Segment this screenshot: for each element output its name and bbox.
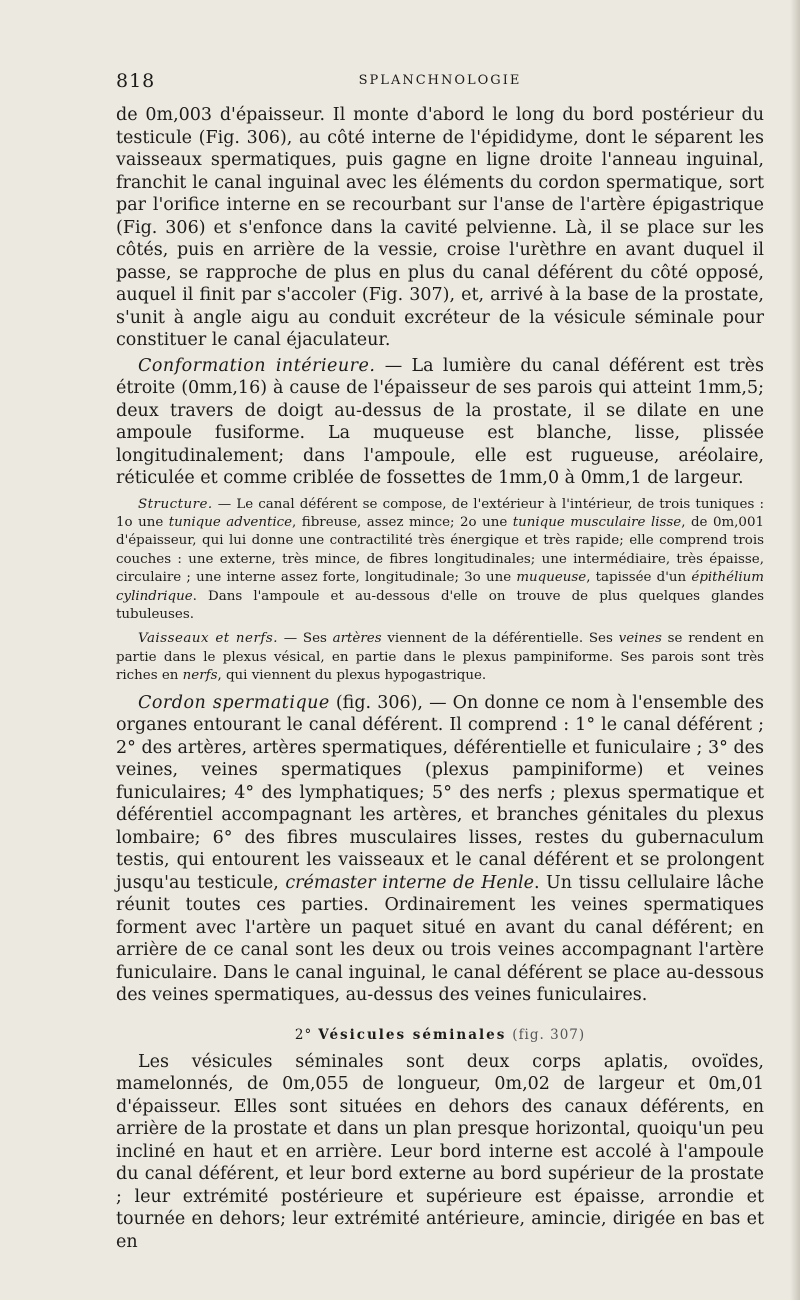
term-muqueuse: muqueuse <box>516 570 587 586</box>
section-number: 2° <box>294 1026 313 1043</box>
page-number: 818 <box>116 70 156 92</box>
term-arteres: artères <box>332 631 382 647</box>
paragraph-structure <box>116 496 764 625</box>
structure-text-5: . Dans l'ampoule et au-dessous d'elle on trouve de plus quelques glandes tubuleuses. <box>116 588 764 622</box>
structure-text-1: — Le canal déférent se compose, de l'extérieur à l'intérieur, de trois tuniques : 1o une <box>116 496 764 530</box>
section-title: Vésicules séminales <box>318 1026 507 1043</box>
vessels-text-4: , qui viennent du plexus hypogastrique. <box>217 668 487 684</box>
term-tunique-adventice: tunique adventice <box>168 514 293 530</box>
paragraph-spermatic-cord <box>116 692 764 1007</box>
term-tunique-musculaire: tunique musculaire lisse <box>512 514 682 530</box>
cord-text-2: . Un tissu cellulaire lâche réunit toutes ces parties. Ordinairement les veines spermatiques forment avec l'artère un paquet situé en avant du canal déférent; en arrière de ce canal sont les deux ou trois veines accompagnant l'artère funiculaire. Dans le canal inguinal, le canal déférent se place au-dessous des veines spermatiques, au-dessus des veines funiculaires. <box>116 872 764 1006</box>
section-heading-seminal-vesicles <box>116 1027 764 1043</box>
subheading-spermatic-cord: Cordon spermatique <box>138 692 330 713</box>
page-body <box>116 104 764 1253</box>
paragraph-vas-deferens-course: de 0m,003 d'épaisseur. Il monte d'abord le long du bord postérieur du testicule (Fig. 306), au côté interne de l'épididyme, dont le séparent les vaisseaux spermatiques, puis gagne en ligne droite l'anneau inguinal, franchit le canal inguinal avec les éléments du cordon spermatique, sort par l'orifice interne en se recourbant sur l'anse de l'artère épigastrique (Fig. 306) et s'enfonce dans la cavité pelvienne. Là, il se place sur les côtés, puis en arrière de la vessie, croise l'urèthre en avant duquel il passe, se rapproche de plus en plus du canal déférent du côté opposé, auquel il finit par s'accoler (Fig. 307), et, arrivé à la base de la prostate, s'unit à angle aigu au conduit excréteur de la vésicule séminale pour constituer le canal éjaculateur. <box>116 105 764 350</box>
vessels-text-1: — Ses <box>277 631 333 647</box>
structure-text-2: , fibreuse, assez mince; 2o une <box>292 514 513 530</box>
term-cremaster: crémaster interne de Henle <box>285 872 534 893</box>
structure-text-3: , de 0m,001 d'épaisseur, qui lui donne une contractilité très énergique et très rapide; elle comprend trois couches : une externe, très mince, de fibres longitudinales; une intermédiaire, très épaisse, circulaire ; une interne assez forte, longitudinale; 3o une <box>116 514 764 586</box>
term-epithelium: épithélium cylindrique <box>116 570 764 604</box>
section-figure-ref: (fig. 307) <box>512 1026 586 1043</box>
vessels-text-3: se rendent en partie dans le plexus vésical, en partie dans le plexus pampiniforme. Ses parois sont très riches en <box>116 631 764 684</box>
page-edge-shadow <box>790 0 800 1300</box>
subheading-vessels-nerves: Vaisseaux et nerfs. <box>138 631 278 647</box>
conformation-text: — La lumière du canal déférent est très étroite (0mm,16) à cause de l'épaisseur de ses parois qui atteint 1mm,5; deux travers de doigt au-dessus de la prostate, il se dilate en une ampoule fusiforme. La muqueuse est blanche, lisse, plissée longitudinalement; dans l'ampoule, elle est rugueuse, aréolaire, réticulée et comme criblée de fossettes de 1mm,0 à 0mm,1 de largeur. <box>116 355 764 488</box>
term-veines: veines <box>618 631 662 647</box>
vessels-text-2: viennent de la déférentielle. Ses <box>381 631 619 647</box>
paragraph-seminal-vesicles: Les vésicules séminales sont deux corps aplatis, ovoïdes, mamelonnés, de 0m,055 de longueur, 0m,02 de largeur et 0m,01 d'épaisseur. Elles sont situées en dehors des canaux déférents, en arrière de la prostate et dans un plan presque horizontal, quoiqu'un peu incliné en haut et en arrière. Leur bord interne est accolé à l'ampoule du canal déférent, et leur bord externe au bord supérieur de la prostate ; leur extrémité postérieure et supérieure est épaisse, arrondie et tournée en dehors; leur extrémité antérieure, amincie, dirigée en bas et en <box>116 1051 764 1252</box>
page-header <box>116 70 764 94</box>
running-title: SPLANCHNOLOGIE <box>358 73 522 88</box>
subheading-structure: Structure. <box>138 496 213 512</box>
structure-text-4: , tapissée d'un <box>586 570 692 586</box>
term-nerfs: nerfs <box>182 668 218 684</box>
paragraph-vessels-nerves <box>116 630 764 685</box>
cord-text-1: (fig. 306), — On donne ce nom à l'ensemble des organes entourant le canal déférent. Il comprend : 1° le canal déférent ; 2° des artères, artères spermatiques, déférentielle et funiculaire ; 3° des veines, veines spermatiques (plexus pampiniforme) et veines funiculaires; 4° des lymphatiques; 5° des nerfs ; plexus spermatique et déférentiel accompagnant les artères, et branches génitales du plexus lombaire; 6° des fibres musculaires lisses, restes du gubernaculum testis, qui entourent les vaisseaux et le canal déférent et se prolongent jusqu'au testicule, <box>116 692 765 893</box>
subheading-conformation: Conformation intérieure. <box>138 355 376 376</box>
paragraph-internal-conformation <box>116 355 764 490</box>
